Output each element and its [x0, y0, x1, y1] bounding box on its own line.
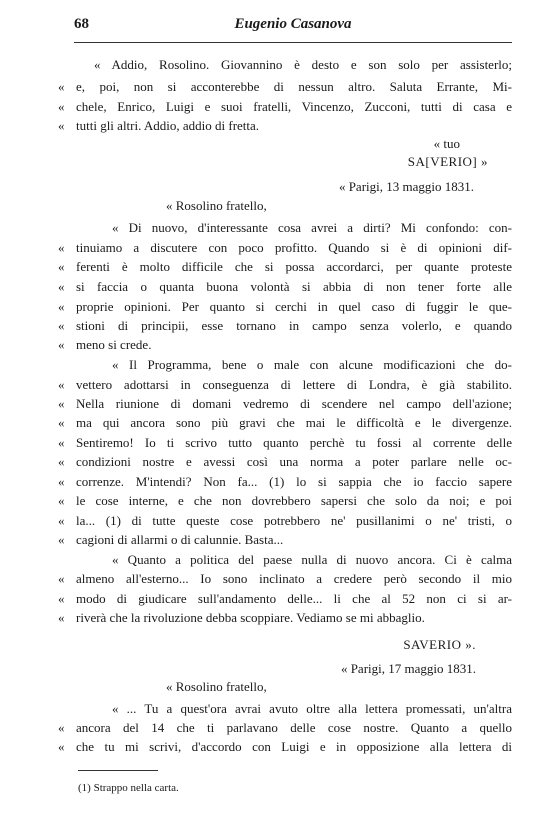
text-line: [58, 473, 512, 491]
line-text: « Il Programma, bene o male con alcune modificazioni che do-: [112, 357, 512, 372]
text-line: [58, 609, 512, 627]
margin-quote-mark: «: [58, 739, 65, 754]
line-text: « Rosolino fratello,: [166, 679, 267, 694]
text-line: [58, 56, 512, 74]
line-text: SA[VERIO] »: [407, 154, 488, 169]
margin-quote-mark: «: [58, 532, 65, 547]
text-line: [58, 219, 512, 237]
line-text: vettero adottarsi in conseguenza di lettere di Londra, è già stabilito.: [76, 377, 512, 392]
text-line: [58, 414, 512, 432]
margin-quote-mark: «: [58, 435, 65, 450]
line-text: Nella riunione di domani vedremo di scendere nel campo dell'azione;: [76, 396, 512, 411]
page-number: 68: [74, 16, 89, 32]
line-text: « Di nuovo, d'interessante cosa avrei a dirti? Mi confondo: con-: [112, 220, 512, 235]
line-text: cagioni di allarmi o di calunnie. Basta...: [76, 532, 284, 547]
margin-quote-mark: «: [58, 610, 65, 625]
margin-quote-mark: «: [58, 240, 65, 255]
margin-quote-mark: «: [58, 513, 65, 528]
text-line: [58, 298, 512, 316]
line-text: ma qui ancora sono più gravi che mai le difficoltà e le divergenze.: [76, 415, 512, 430]
text-line: [58, 453, 512, 471]
line-text: si faccia o quanta buona volontà si abbia di non tener forte alle: [76, 279, 512, 294]
margin-quote-mark: «: [58, 454, 65, 469]
line-text: proprie opinioni. Per quanto si cerchi in quel caso di fuggir le que-: [76, 299, 512, 314]
margin-quote-mark: «: [58, 571, 65, 586]
text-line: [58, 178, 512, 196]
margin-quote-mark: «: [58, 99, 65, 114]
margin-quote-mark: «: [58, 377, 65, 392]
text-line: [58, 395, 512, 413]
line-text: Sentiremo! Io ti scrivo tutto quanto perchè tu fossi al corrente delle: [76, 435, 512, 450]
text-line: [58, 434, 512, 452]
line-text: chele, Enrico, Luigi e suoi fratelli, Vincenzo, Zucconi, tutti di casa e: [76, 99, 512, 114]
line-text: « Addio, Rosolino. Giovannino è desto e son solo per assisterlo;: [94, 57, 512, 72]
text-line: [58, 278, 512, 296]
text-line: [58, 700, 512, 718]
text-line: [58, 336, 512, 354]
text-line: [58, 678, 512, 696]
text-line: [58, 117, 512, 135]
line-text: modo di giudicare sull'andamento delle... li che al 52 non ci si ar-: [76, 591, 512, 606]
line-text: stioni di principii, esse tornano in campo senza volerlo, e quando: [76, 318, 512, 333]
text-line: [58, 376, 512, 394]
running-head: Eugenio Casanova: [234, 16, 352, 32]
line-text: e, poi, non si acconterebbe di nessun altro. Saluta Errante, Mi-: [76, 79, 512, 94]
margin-quote-mark: «: [58, 337, 65, 352]
text-line: [58, 551, 512, 569]
line-text: che tu mi scrivi, d'accordo con Luigi e in opposizione alla lettera di: [76, 739, 512, 754]
margin-quote-mark: «: [58, 474, 65, 489]
margin-quote-mark: «: [58, 118, 65, 133]
footnote: (1) Strappo nella carta.: [78, 782, 179, 794]
text-line: [58, 78, 512, 96]
text-line: [58, 153, 512, 171]
text-line: [58, 531, 512, 549]
margin-quote-mark: «: [58, 79, 65, 94]
text-line: [58, 317, 512, 335]
text-line: [58, 636, 512, 654]
line-text: riverà che la rivoluzione debba scoppiare. Vediamo se mi abbaglio.: [76, 610, 425, 625]
line-text: « tuo: [433, 136, 460, 151]
text-line: [58, 356, 512, 374]
margin-quote-mark: «: [58, 259, 65, 274]
line-text: « Parigi, 17 maggio 1831.: [340, 661, 476, 676]
text-line: [58, 570, 512, 588]
text-line: [58, 660, 512, 678]
text-line: [58, 135, 512, 153]
line-text: almeno all'esterno... Io sono inclinato a credere però secondo il mio: [76, 571, 512, 586]
line-text: meno si crede.: [76, 337, 152, 352]
line-text: « ... Tu a quest'ora avrai avuto oltre alla lettera promessati, un'altra: [112, 701, 512, 716]
line-text: correnze. M'intendi? Non fa... (1) lo si sappia che io faccio sapere: [76, 474, 512, 489]
footnote-rule: [78, 770, 158, 771]
line-text: « Parigi, 13 maggio 1831.: [338, 179, 474, 194]
line-text: ferenti è molto difficile che si possa accordarci, per quante proteste: [76, 259, 512, 274]
text-line: [58, 738, 512, 756]
line-text: tinuiamo a discutere con poco profitto. Quando si è di opinioni dif-: [76, 240, 512, 255]
text-line: [58, 719, 512, 737]
line-text: « Rosolino fratello,: [166, 198, 267, 213]
line-text: le cose interne, e che non dovrebbero sapersi che solo da noi; e poi: [76, 493, 512, 508]
text-line: [58, 512, 512, 530]
header-rule: [74, 42, 512, 43]
margin-quote-mark: «: [58, 493, 65, 508]
text-line: [58, 492, 512, 510]
text-line: [58, 258, 512, 276]
margin-quote-mark: «: [58, 299, 65, 314]
margin-quote-mark: «: [58, 591, 65, 606]
line-text: ancora del 14 che ti parlavano delle cose nostre. Quanto a quello: [76, 720, 512, 735]
text-line: [58, 590, 512, 608]
text-line: [58, 98, 512, 116]
line-text: la... (1) di tutte queste cose potrebbero ne' pusillanimi o ne' tristi, o: [76, 513, 512, 528]
margin-quote-mark: «: [58, 720, 65, 735]
margin-quote-mark: «: [58, 318, 65, 333]
line-text: « Quanto a politica del paese nulla di nuovo ancora. Ci è calma: [112, 552, 512, 567]
line-text: condizioni nostre e avessi così una norma a poter parlare nelle oc-: [76, 454, 512, 469]
margin-quote-mark: «: [58, 396, 65, 411]
text-line: [58, 239, 512, 257]
margin-quote-mark: «: [58, 415, 65, 430]
margin-quote-mark: «: [58, 279, 65, 294]
text-line: [58, 197, 512, 215]
page-header: [74, 16, 512, 40]
line-text: tutti gli altri. Addio, addio di fretta.: [76, 118, 260, 133]
line-text: SAVERIO ».: [403, 637, 476, 652]
